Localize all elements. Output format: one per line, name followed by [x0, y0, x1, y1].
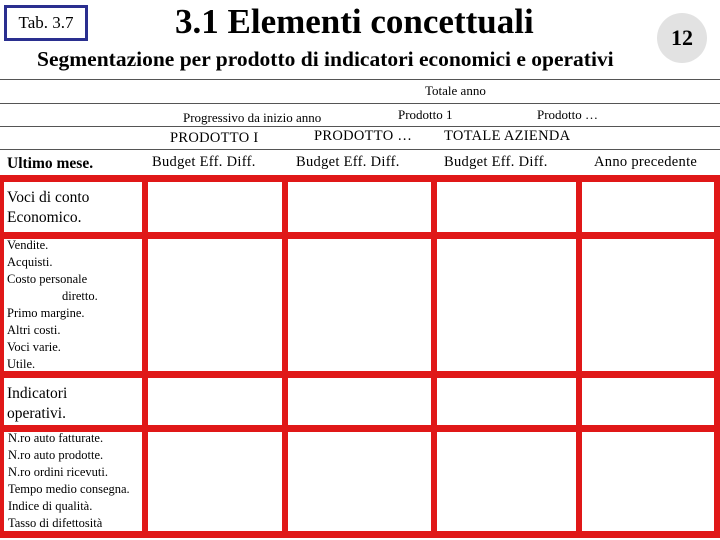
rule-header-2 [0, 126, 720, 127]
list-item: N.ro auto fatturate. [8, 431, 104, 445]
budget-eff-diff-3: Budget Eff. Diff. [444, 154, 548, 170]
list-item: Indice di qualità. [8, 499, 93, 513]
anno-precedente: Anno precedente [594, 154, 698, 170]
grid-line-h2 [0, 232, 720, 239]
list-item: Costo personale [7, 272, 88, 286]
column-prodotto-i: PRODOTTO I [170, 130, 259, 146]
section-label-line: Indicatori [7, 385, 68, 402]
list-item: Tempo medio consegna. [8, 482, 130, 496]
column-totale-azienda: TOTALE AZIENDA [444, 128, 571, 144]
list-item: Acquisti. [7, 255, 53, 269]
header-progressivo: Progressivo da inizio anno [183, 110, 322, 125]
section-label-line: operativi. [7, 405, 66, 422]
list-item: Voci varie. [7, 340, 61, 354]
grid-line-v5 [714, 175, 720, 538]
list-item: Tasso di difettosità [8, 516, 103, 530]
row-ultimo-mese: Ultimo mese. [7, 155, 94, 172]
grid-line-v0 [0, 175, 4, 538]
rule-header-1 [0, 103, 720, 104]
operativi-items-list [8, 430, 130, 532]
list-item: N.ro auto prodotte. [8, 448, 104, 462]
page-number-badge: 12 [657, 13, 707, 63]
grid-line-h3 [0, 371, 720, 378]
grid-line-v2 [282, 175, 288, 538]
grid-line-h1 [0, 175, 720, 182]
list-item: Primo margine. [7, 306, 85, 320]
list-item: diretto. [62, 289, 98, 303]
section-label-operativi [7, 384, 67, 424]
rule-header-3 [0, 149, 720, 150]
budget-eff-diff-1: Budget Eff. Diff. [152, 154, 256, 170]
rule-top [0, 79, 720, 80]
header-prodotto-1: Prodotto 1 [398, 107, 453, 122]
budget-eff-diff-2: Budget Eff. Diff. [296, 154, 400, 170]
section-label-line: Economico. [7, 209, 82, 226]
header-prodotto-etc: Prodotto … [537, 107, 599, 122]
list-item: Utile. [7, 357, 36, 371]
column-prodotto-etc: PRODOTTO … [314, 128, 413, 144]
header-totale-anno: Totale anno [425, 83, 486, 98]
grid-line-v3 [431, 175, 437, 538]
page-title: 3.1 Elementi concettuali [175, 2, 534, 41]
grid-line-v1 [142, 175, 148, 538]
section-label-economico [7, 188, 89, 228]
grid-line-v4 [576, 175, 582, 538]
list-item: Vendite. [7, 238, 49, 252]
list-item: N.ro ordini ricevuti. [8, 465, 108, 479]
table-number-badge: Tab. 3.7 [4, 5, 88, 41]
grid-line-h5 [0, 531, 720, 538]
page-subtitle: Segmentazione per prodotto di indicatori economici e operativi [37, 47, 614, 71]
section-label-line: Voci di conto [7, 189, 90, 206]
economico-items-list [7, 237, 98, 373]
list-item: Altri costi. [7, 323, 61, 337]
